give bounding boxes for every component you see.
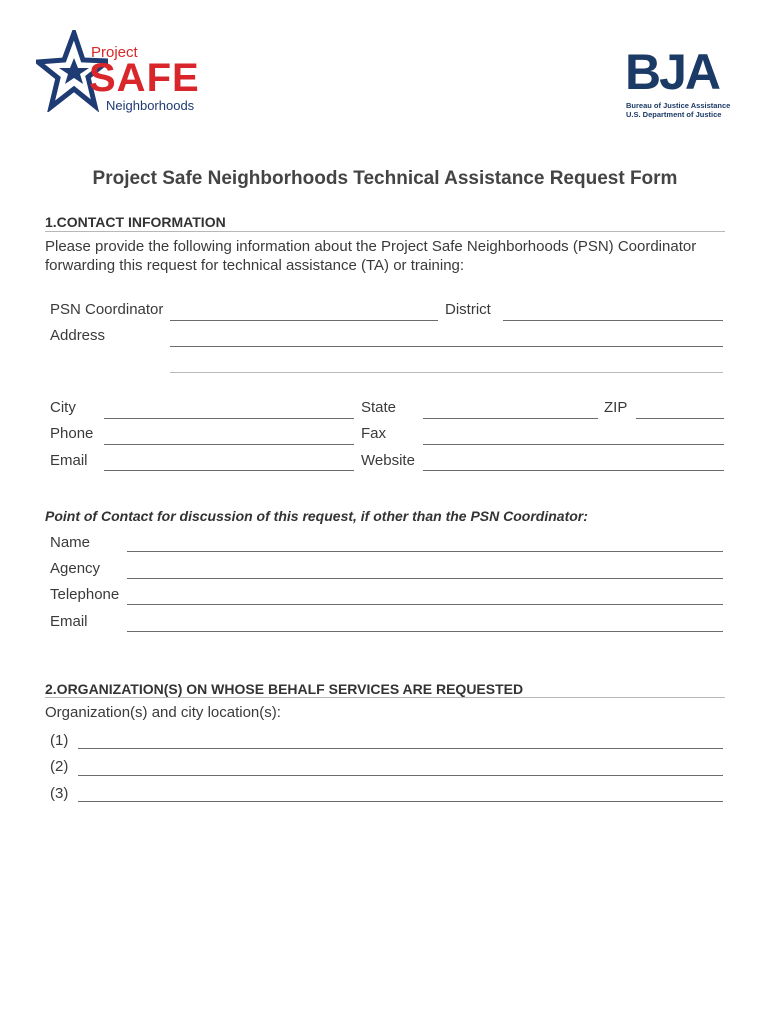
section1-heading: 1.CONTACT INFORMATION [45,214,226,230]
email-field[interactable] [104,470,354,471]
poc-heading: Point of Contact for discussion of this request, if other than the PSN Coordinator: [45,508,588,524]
psn-logo [36,30,206,114]
org-item-label-2: (2) [50,758,69,775]
org-item-label-3: (3) [50,785,69,802]
logo-project-text: Project [91,44,138,61]
section1-rule [45,231,725,232]
website-label: Website [361,452,415,469]
address-label: Address [50,327,106,344]
poc-agency-label: Agency [50,560,101,577]
state-label: State [361,399,397,416]
poc-agency-field[interactable] [127,578,723,579]
page-title: Project Safe Neighborhoods Technical Assistance Request Form [92,168,678,189]
email-label: Email [50,452,88,469]
bja-line2: U.S. Department of Justice [626,110,722,119]
section1-intro-line2: forwarding this request for technical assistance (TA) or training: [45,257,465,274]
poc-telephone-label: Telephone [50,586,120,603]
section2-intro: Organization(s) and city location(s): [45,704,281,721]
poc-email-label: Email [50,613,88,630]
bja-logo [622,46,737,120]
org-item-label-1: (1) [50,732,69,749]
poc-name-field[interactable] [127,551,723,552]
logo-safe-text: SAFE [89,56,200,100]
section2-heading: 2.ORGANIZATION(S) ON WHOSE BEHALF SERVICES ARE REQUESTED [45,681,524,697]
poc-name-label: Name [50,534,91,551]
poc-email-field[interactable] [127,631,723,632]
zip-label: ZIP [604,399,628,416]
fax-label: Fax [361,425,387,442]
district-field[interactable] [503,320,723,321]
address-field-line1[interactable] [170,346,723,347]
poc-telephone-field[interactable] [127,604,723,605]
org-item-field-3[interactable] [78,801,723,802]
org-item-field-2[interactable] [78,775,723,776]
address-field-line2[interactable] [170,372,723,373]
phone-label: Phone [50,425,94,442]
psn-coordinator-label: PSN Coordinator [50,301,164,318]
phone-field[interactable] [104,444,354,445]
fax-field[interactable] [423,444,724,445]
district-label: District [445,301,491,318]
bja-line1: Bureau of Justice Assistance [626,101,731,110]
psn-coordinator-field[interactable] [170,320,438,321]
section2-rule [45,697,725,698]
org-item-field-1[interactable] [78,748,723,749]
section1-intro-line1: Please provide the following information about the Project Safe Neighborhoods (PSN) Coordinator [45,238,697,255]
website-field[interactable] [423,470,724,471]
city-label: City [50,399,76,416]
bja-abbr: BJA [625,44,720,100]
zip-field[interactable] [636,418,724,419]
city-field[interactable] [104,418,354,419]
logo-neighborhoods-text: Neighborhoods [106,98,195,113]
state-field[interactable] [423,418,598,419]
